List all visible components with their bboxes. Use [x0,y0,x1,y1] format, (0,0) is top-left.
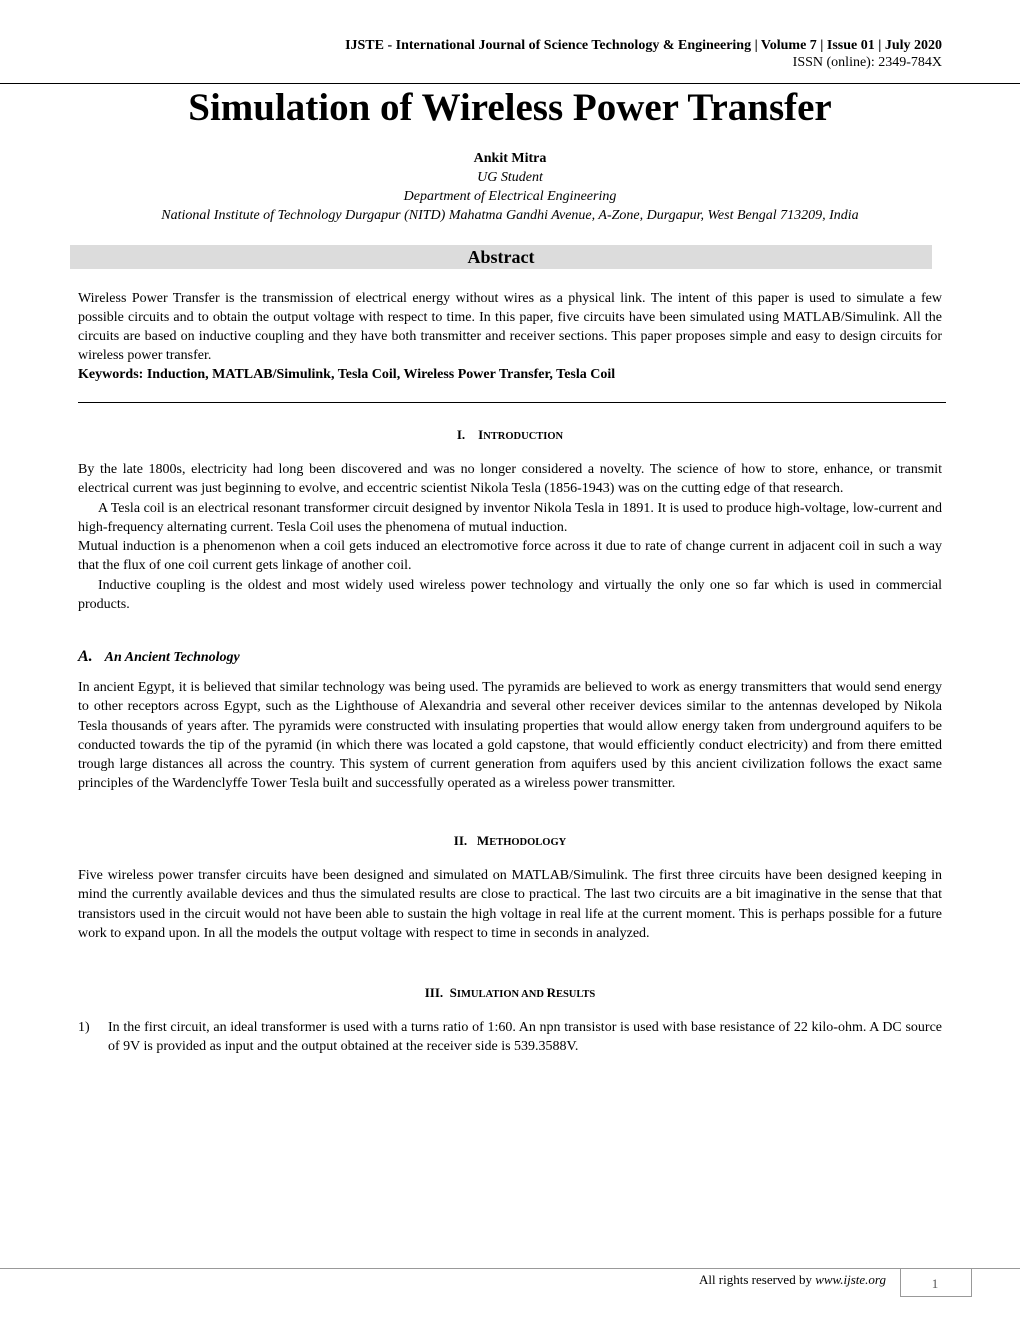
list-item-number: 1) [78,1020,90,1035]
section-title-rest: ETHODOLOGY [489,837,567,848]
footer-divider [0,1268,1020,1269]
paper-title: Simulation of Wireless Power Transfer [188,86,832,129]
section-title-cap: M [476,833,490,848]
list-item-text: In the first circuit, an ideal transformer is used with a turns ratio of 1:60. An npn transistor is used with base resistance of 22 kilo-ohm. A DC source of 9V is provided as input and the output obtained at the receiver side is 539.3588V. [108,1020,942,1055]
paragraph: A Tesla coil is an electrical resonant transformer circuit designed by inventor Nikola Tesla in 1891. It is used to produce high-voltage, low-current and high-frequency alternating current. Tesla Coil uses the phenomena of mutual induction. [78,500,942,535]
section-title-rest: NTRODUCTION [483,431,564,442]
section-number: II. [453,833,468,848]
section-title-cap: I [478,427,484,442]
paragraph: By the late 1800s, electricity had long been discovered and was no longer considered a novelty. The science of how to store, enhance, or transmit electrical current was just beginning to evolve, and eccentric scientist Nikola Tesla (1856-1943) was on the cutting edge of that research. [78,462,942,497]
paragraph: Inductive coupling is the oldest and most widely used wireless power technology and virtually the only one so far which is used in commercial products. [78,577,942,613]
section-heading-introduction [0,427,1020,443]
header-divider [0,83,1020,84]
abstract-heading: Abstract [70,245,932,269]
subsection-title: An Ancient Technology [104,650,240,665]
author-role: UG Student [477,170,543,185]
abstract-keywords: Keywords: Induction, MATLAB/Simulink, Tesla Coil, Wireless Power Transfer, Tesla Coil [78,367,616,382]
page-number: 1 [931,1276,939,1291]
subsection-body [78,678,942,794]
author-institution: National Institute of Technology Durgapur (NITD) Mahatma Gandhi Avenue, A-Zone, Durgapur, West Bengal 713209, India [161,208,859,223]
footer-rights-text: All rights reserved by [698,1272,816,1287]
footer-url-link[interactable]: www.ijste.org [815,1272,886,1287]
list-item [78,1018,942,1057]
paragraph: In ancient Egypt, it is believed that similar technology was being used. The pyramids are believed to work as energy transmitters that would send energy to other receptors across Egypt, such as the Lighthouse of Alexandria and several other receiver devices similar to the antennas developed by Nikola Tesla thousands of years after. The pyramids were constructed with insulating properties that would allow energy taken from underground aquifers to be conducted towards the tip of the pyramid (in which there was located a gold capstone, that would efficiently conduct electricity) and from there emitted trough large distances all across the country. This system of current generation from aquifers used by this ancient civilization follows the exact same principles of the Wardenclyffe Tower Tesla built and successfully operated as a wireless power transmitter. [78,680,942,792]
section-heading-results [0,985,1020,1001]
journal-header: IJSTE - International Journal of Science Technology & Engineering | Volume 7 | Issue 01 | July 2020 [345,38,942,53]
paragraph: Mutual induction is a phenomenon when a coil gets induced an electromotive force across it due to rate of change current in adjacent coil in such a way that the flux of one coil current gets linkage of another coil. [78,539,942,574]
abstract-text: Wireless Power Transfer is the transmission of electrical energy without wires as a physical link. The intent of this paper is used to simulate a few possible circuits and to obtain the output voltage with respect to time. In this paper, five circuits have been simulated using MATLAB/Simulink. All the circuits are based on inductive coupling and they have both transmitter and receiver sections. This paper proposes simple and easy to design circuits for wireless power transfer. [78,291,942,363]
abstract-body [78,289,942,384]
section-title-cap: R [546,985,556,1000]
section-heading-methodology [0,833,1020,849]
methodology-body [78,866,942,943]
issn-line: ISSN (online): 2349-784X [792,55,942,70]
section-title-rest: IMULATION AND [456,989,547,1000]
section-number: III. [424,985,444,1000]
paragraph: Five wireless power transfer circuits have been designed and simulated on MATLAB/Simulink. The first three circuits have been designed keeping in mind the currently available devices and thus the simulated results are close to practical. The last two circuits are a bit imaginative in the sense that that transistors used in the circuit would not have been able to sustain the high voltage in real life at the current moment. This is perhaps possible for a future work to expand upon. In all the models the output voltage with respect to time in seconds in analyzed. [78,868,942,941]
subsection-letter: A. [78,648,93,665]
footer-rights [699,1272,886,1288]
author-name: Ankit Mitra [473,151,547,166]
section-title-rest: ESULTS [555,989,596,1000]
abstract-divider [78,402,946,403]
section-title-cap: S [449,985,457,1000]
section-number: I. [456,427,466,442]
subsection-heading [78,648,240,666]
author-department: Department of Electrical Engineering [403,189,617,204]
introduction-body [78,460,942,614]
